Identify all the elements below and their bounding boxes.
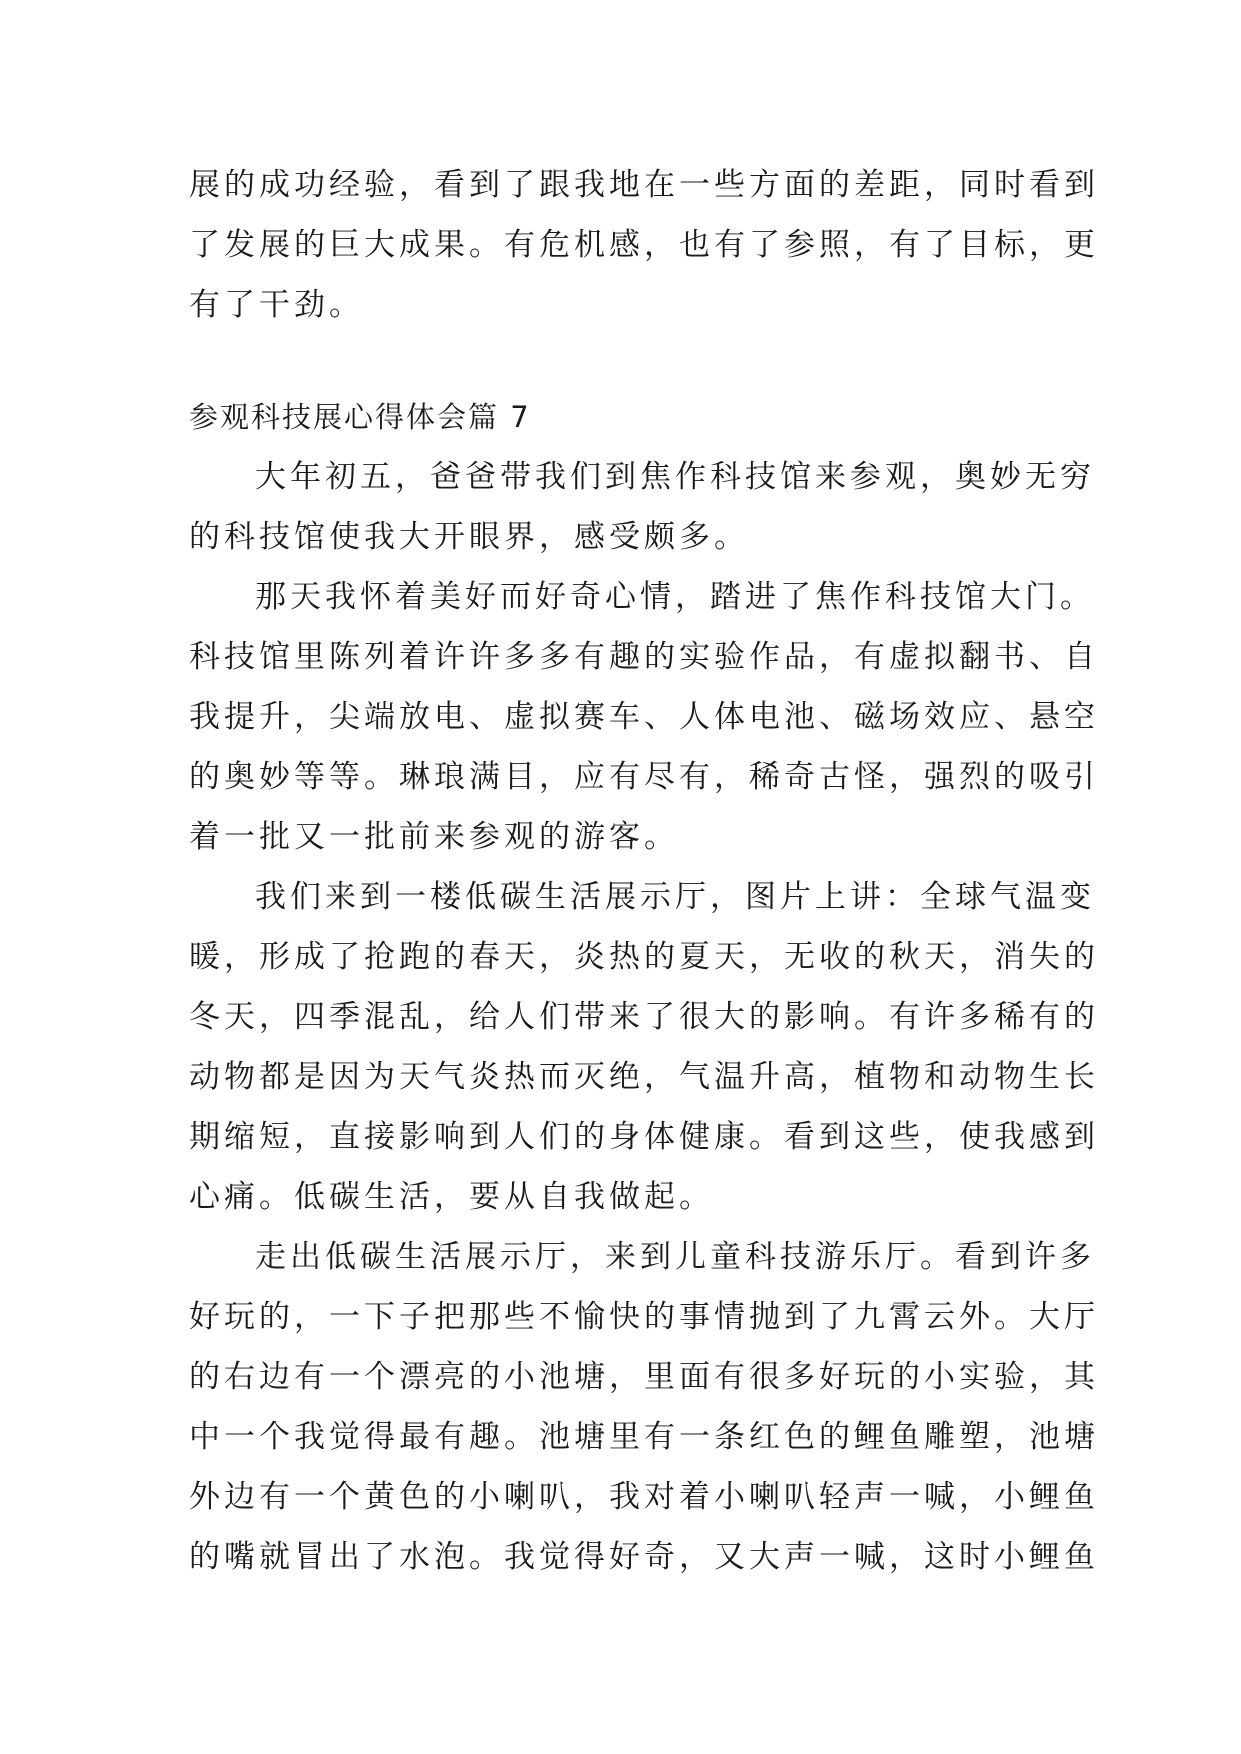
intro-line: 展的成功经验，看到了跟我地在一些方面的差距，同时看到 <box>189 167 1099 203</box>
intro-line: 有了干劲。 <box>189 287 364 323</box>
paragraph-line: 的右边有一个漂亮的小池塘，里面有很多好玩的小实验，其 <box>189 1359 1099 1395</box>
paragraph-line: 我提升，尖端放电、虚拟赛车、人体电池、磁场效应、悬空 <box>189 699 1099 735</box>
paragraph-line: 走出低碳生活展示厅，来到儿童科技游乐厅。看到许多 <box>255 1239 1095 1275</box>
paragraph-line: 科技馆里陈列着许许多多有趣的实验作品，有虚拟翻书、自 <box>189 639 1099 675</box>
paragraph-line: 外边有一个黄色的小喇叭，我对着小喇叭轻声一喊，小鲤鱼 <box>189 1479 1099 1515</box>
paragraph-line: 的嘴就冒出了水泡。我觉得好奇，又大声一喊，这时小鲤鱼 <box>189 1539 1099 1575</box>
paragraph-2 <box>189 567 1099 867</box>
section-title: 参观科技展心得体会篇 7 <box>189 400 531 434</box>
paragraph-4 <box>189 1227 1099 1587</box>
paragraph-line: 心痛。低碳生活，要从自我做起。 <box>189 1179 714 1215</box>
section-heading-block <box>189 387 1059 447</box>
intro-line: 了发展的巨大成果。有危机感，也有了参照，有了目标，更 <box>189 227 1099 263</box>
paragraph-line: 着一批又一批前来参观的游客。 <box>189 819 679 855</box>
paragraph-line: 的奥妙等等。琳琅满目，应有尽有，稀奇古怪，强烈的吸引 <box>189 759 1099 795</box>
paragraph-3 <box>189 867 1099 1227</box>
paragraph-line: 好玩的，一下子把那些不愉快的事情抛到了九霄云外。大厅 <box>189 1299 1099 1335</box>
intro-paragraph <box>189 155 1099 335</box>
paragraph-line: 我们来到一楼低碳生活展示厅，图片上讲：全球气温变 <box>255 879 1095 915</box>
paragraph-line: 中一个我觉得最有趣。池塘里有一条红色的鲤鱼雕塑，池塘 <box>189 1419 1099 1455</box>
paragraph-line: 期缩短，直接影响到人们的身体健康。看到这些，使我感到 <box>189 1119 1099 1155</box>
paragraph-line: 大年初五，爸爸带我们到焦作科技馆来参观，奥妙无穷 <box>255 459 1095 495</box>
paragraph-line: 冬天，四季混乱，给人们带来了很大的影响。有许多稀有的 <box>189 999 1099 1035</box>
paragraph-line: 那天我怀着美好而好奇心情，踏进了焦作科技馆大门。 <box>255 579 1095 615</box>
paragraph-line: 暖，形成了抢跑的春天，炎热的夏天，无收的秋天，消失的 <box>189 939 1099 975</box>
paragraph-line: 的科技馆使我大开眼界，感受颇多。 <box>189 519 749 555</box>
paragraph-1 <box>189 447 1095 567</box>
paragraph-line: 动物都是因为天气炎热而灭绝，气温升高，植物和动物生长 <box>189 1059 1099 1095</box>
